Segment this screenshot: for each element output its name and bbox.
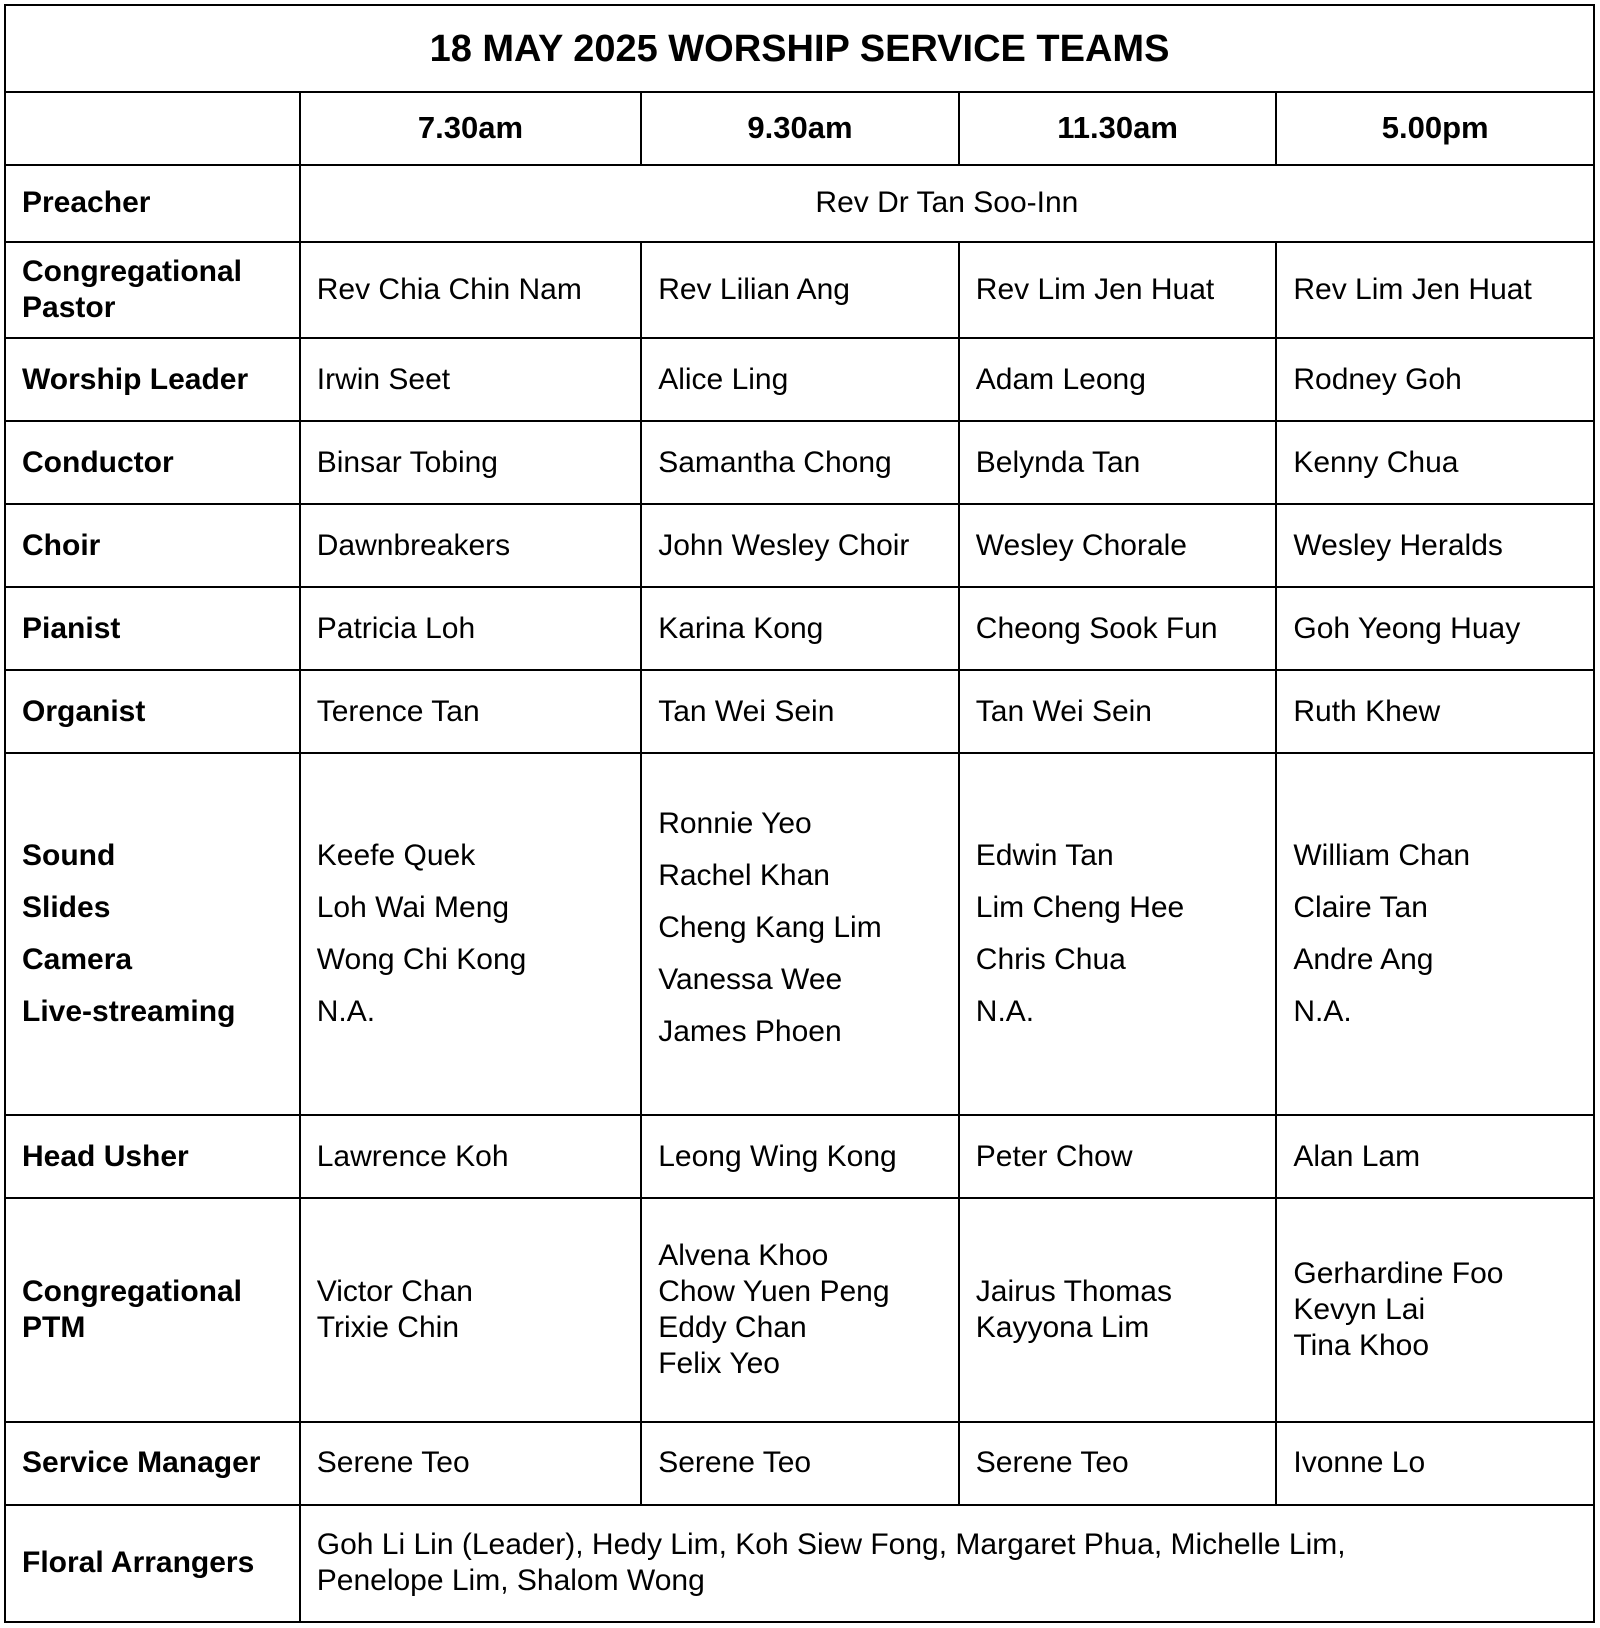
cell-name: Peter Chow bbox=[959, 1115, 1277, 1198]
list-item: Claire Tan bbox=[1293, 891, 1428, 925]
ptm-cell-1130 bbox=[959, 1198, 1277, 1421]
list-item: Lim Cheng Hee bbox=[975, 891, 1185, 925]
preacher-row bbox=[5, 165, 1594, 242]
organist-row bbox=[5, 670, 1594, 753]
list-item: Andre Ang bbox=[1293, 943, 1434, 977]
list-item: Goh Li Lin (Leader), Hedy Lim, Koh Siew Fong, Margaret Phua, Michelle Lim, bbox=[316, 1528, 1346, 1562]
cell-name: Tan Wei Sein bbox=[641, 670, 959, 753]
role-label-camera: Camera bbox=[22, 943, 133, 977]
list-item: Cheng Kang Lim bbox=[658, 911, 882, 945]
header-empty-cell bbox=[5, 92, 300, 165]
cell-name: Leong Wing Kong bbox=[641, 1115, 959, 1198]
congregational-ptm-row bbox=[5, 1198, 1594, 1421]
cell-name: Rev Chia Chin Nam bbox=[300, 242, 641, 339]
av-cell-500 bbox=[1276, 753, 1594, 1115]
list-item: Loh Wai Meng bbox=[316, 891, 510, 925]
cell-name: Ivonne Lo bbox=[1276, 1422, 1594, 1505]
cell-name: Serene Teo bbox=[641, 1422, 959, 1505]
list-item: Penelope Lim, Shalom Wong bbox=[316, 1564, 705, 1598]
role-label-choir: Choir bbox=[5, 504, 300, 587]
cell-name: Terence Tan bbox=[300, 670, 641, 753]
av-cell-1130 bbox=[959, 753, 1277, 1115]
cell-name: Serene Teo bbox=[300, 1422, 641, 1505]
list-item: James Phoen bbox=[658, 1015, 842, 1049]
role-label-line: Congregational bbox=[22, 1274, 243, 1308]
service-time-730: 7.30am bbox=[300, 92, 641, 165]
list-item: William Chan bbox=[1293, 839, 1471, 873]
role-label-service-manager: Service Manager bbox=[5, 1422, 300, 1505]
ptm-cell-500 bbox=[1276, 1198, 1594, 1421]
cell-name: Alice Ling bbox=[641, 338, 959, 421]
list-item: Tina Khoo bbox=[1293, 1328, 1430, 1362]
cell-name: Samantha Chong bbox=[641, 421, 959, 504]
choir-row bbox=[5, 504, 1594, 587]
cell-name: Alan Lam bbox=[1276, 1115, 1594, 1198]
cell-name: Belynda Tan bbox=[959, 421, 1277, 504]
list-item: N.A. bbox=[316, 995, 376, 1029]
cell-name: Wesley Heralds bbox=[1276, 504, 1594, 587]
cell-name: Goh Yeong Huay bbox=[1276, 587, 1594, 670]
list-item: Ronnie Yeo bbox=[658, 807, 812, 841]
list-item: Chris Chua bbox=[975, 943, 1126, 977]
role-label-line: PTM bbox=[22, 1310, 86, 1344]
list-item: Rachel Khan bbox=[658, 859, 830, 893]
page-title: 18 MAY 2025 WORSHIP SERVICE TEAMS bbox=[5, 5, 1594, 92]
list-item: Keefe Quek bbox=[316, 839, 476, 873]
role-label-live-streaming: Live-streaming bbox=[22, 995, 236, 1029]
list-item: Victor Chan bbox=[316, 1274, 473, 1308]
role-label-congregational-pastor bbox=[5, 242, 300, 339]
role-label-head-usher: Head Usher bbox=[5, 1115, 300, 1198]
av-cell-730 bbox=[300, 753, 641, 1115]
cell-name: Binsar Tobing bbox=[300, 421, 641, 504]
worship-leader-row bbox=[5, 338, 1594, 421]
list-item: Kayyona Lim bbox=[975, 1310, 1150, 1344]
cell-name: Tan Wei Sein bbox=[959, 670, 1277, 753]
cell-name: Dawnbreakers bbox=[300, 504, 641, 587]
list-item: Gerhardine Foo bbox=[1293, 1256, 1504, 1290]
list-item: Trixie Chin bbox=[316, 1310, 460, 1344]
service-time-500: 5.00pm bbox=[1276, 92, 1594, 165]
ptm-cell-930 bbox=[641, 1198, 959, 1421]
list-item: N.A. bbox=[975, 995, 1035, 1029]
service-manager-row bbox=[5, 1422, 1594, 1505]
av-team-row bbox=[5, 753, 1594, 1115]
cell-name: Adam Leong bbox=[959, 338, 1277, 421]
cell-name: Patricia Loh bbox=[300, 587, 641, 670]
head-usher-row bbox=[5, 1115, 1594, 1198]
service-time-1130: 11.30am bbox=[959, 92, 1277, 165]
list-item: Edwin Tan bbox=[975, 839, 1114, 873]
list-item: Alvena Khoo bbox=[658, 1238, 829, 1272]
av-cell-930 bbox=[641, 747, 959, 1109]
list-item: Chow Yuen Peng bbox=[658, 1274, 890, 1308]
cell-name: Kenny Chua bbox=[1276, 421, 1594, 504]
pianist-row bbox=[5, 587, 1594, 670]
list-item: Felix Yeo bbox=[658, 1346, 780, 1380]
list-item: Kevyn Lai bbox=[1293, 1292, 1426, 1326]
role-label-worship-leader: Worship Leader bbox=[5, 338, 300, 421]
conductor-row bbox=[5, 421, 1594, 504]
cell-name: John Wesley Choir bbox=[641, 504, 959, 587]
cell-name: Rev Lim Jen Huat bbox=[1276, 242, 1594, 339]
congregational-pastor-row bbox=[5, 242, 1594, 339]
list-item: Wong Chi Kong bbox=[316, 943, 527, 977]
role-label-pianist: Pianist bbox=[5, 587, 300, 670]
ptm-cell-730 bbox=[300, 1198, 641, 1421]
cell-name: Irwin Seet bbox=[300, 338, 641, 421]
role-label-sound: Sound bbox=[22, 839, 116, 873]
role-label-slides: Slides bbox=[22, 891, 111, 925]
role-label-organist: Organist bbox=[5, 670, 300, 753]
role-label-av bbox=[5, 753, 300, 1115]
cell-name: Cheong Sook Fun bbox=[959, 587, 1277, 670]
list-item: N.A. bbox=[1293, 995, 1352, 1029]
cell-name: Karina Kong bbox=[641, 587, 959, 670]
title-row bbox=[5, 5, 1594, 92]
role-label-line: Pastor bbox=[22, 290, 116, 324]
cell-name: Wesley Chorale bbox=[959, 504, 1277, 587]
cell-name: Rev Lilian Ang bbox=[641, 242, 959, 339]
list-item: Vanessa Wee bbox=[658, 963, 843, 997]
service-time-930: 9.30am bbox=[641, 92, 959, 165]
header-row bbox=[5, 92, 1594, 165]
role-label-line: Congregational bbox=[22, 254, 243, 288]
role-label-preacher: Preacher bbox=[5, 165, 300, 242]
floral-arrangers-row bbox=[5, 1505, 1594, 1622]
cell-name: Rev Lim Jen Huat bbox=[959, 242, 1277, 339]
role-label-conductor: Conductor bbox=[5, 421, 300, 504]
floral-arrangers-names bbox=[300, 1505, 1594, 1622]
service-teams-table bbox=[4, 4, 1595, 1623]
preacher-name: Rev Dr Tan Soo-Inn bbox=[300, 165, 1594, 242]
cell-name: Rodney Goh bbox=[1276, 338, 1594, 421]
role-label-congregational-ptm bbox=[5, 1198, 300, 1421]
list-item: Jairus Thomas bbox=[975, 1274, 1172, 1308]
cell-name: Serene Teo bbox=[959, 1422, 1277, 1505]
list-item: Eddy Chan bbox=[658, 1310, 807, 1344]
cell-name: Lawrence Koh bbox=[300, 1115, 641, 1198]
cell-name: Ruth Khew bbox=[1276, 670, 1594, 753]
role-label-floral-arrangers: Floral Arrangers bbox=[5, 1505, 300, 1622]
